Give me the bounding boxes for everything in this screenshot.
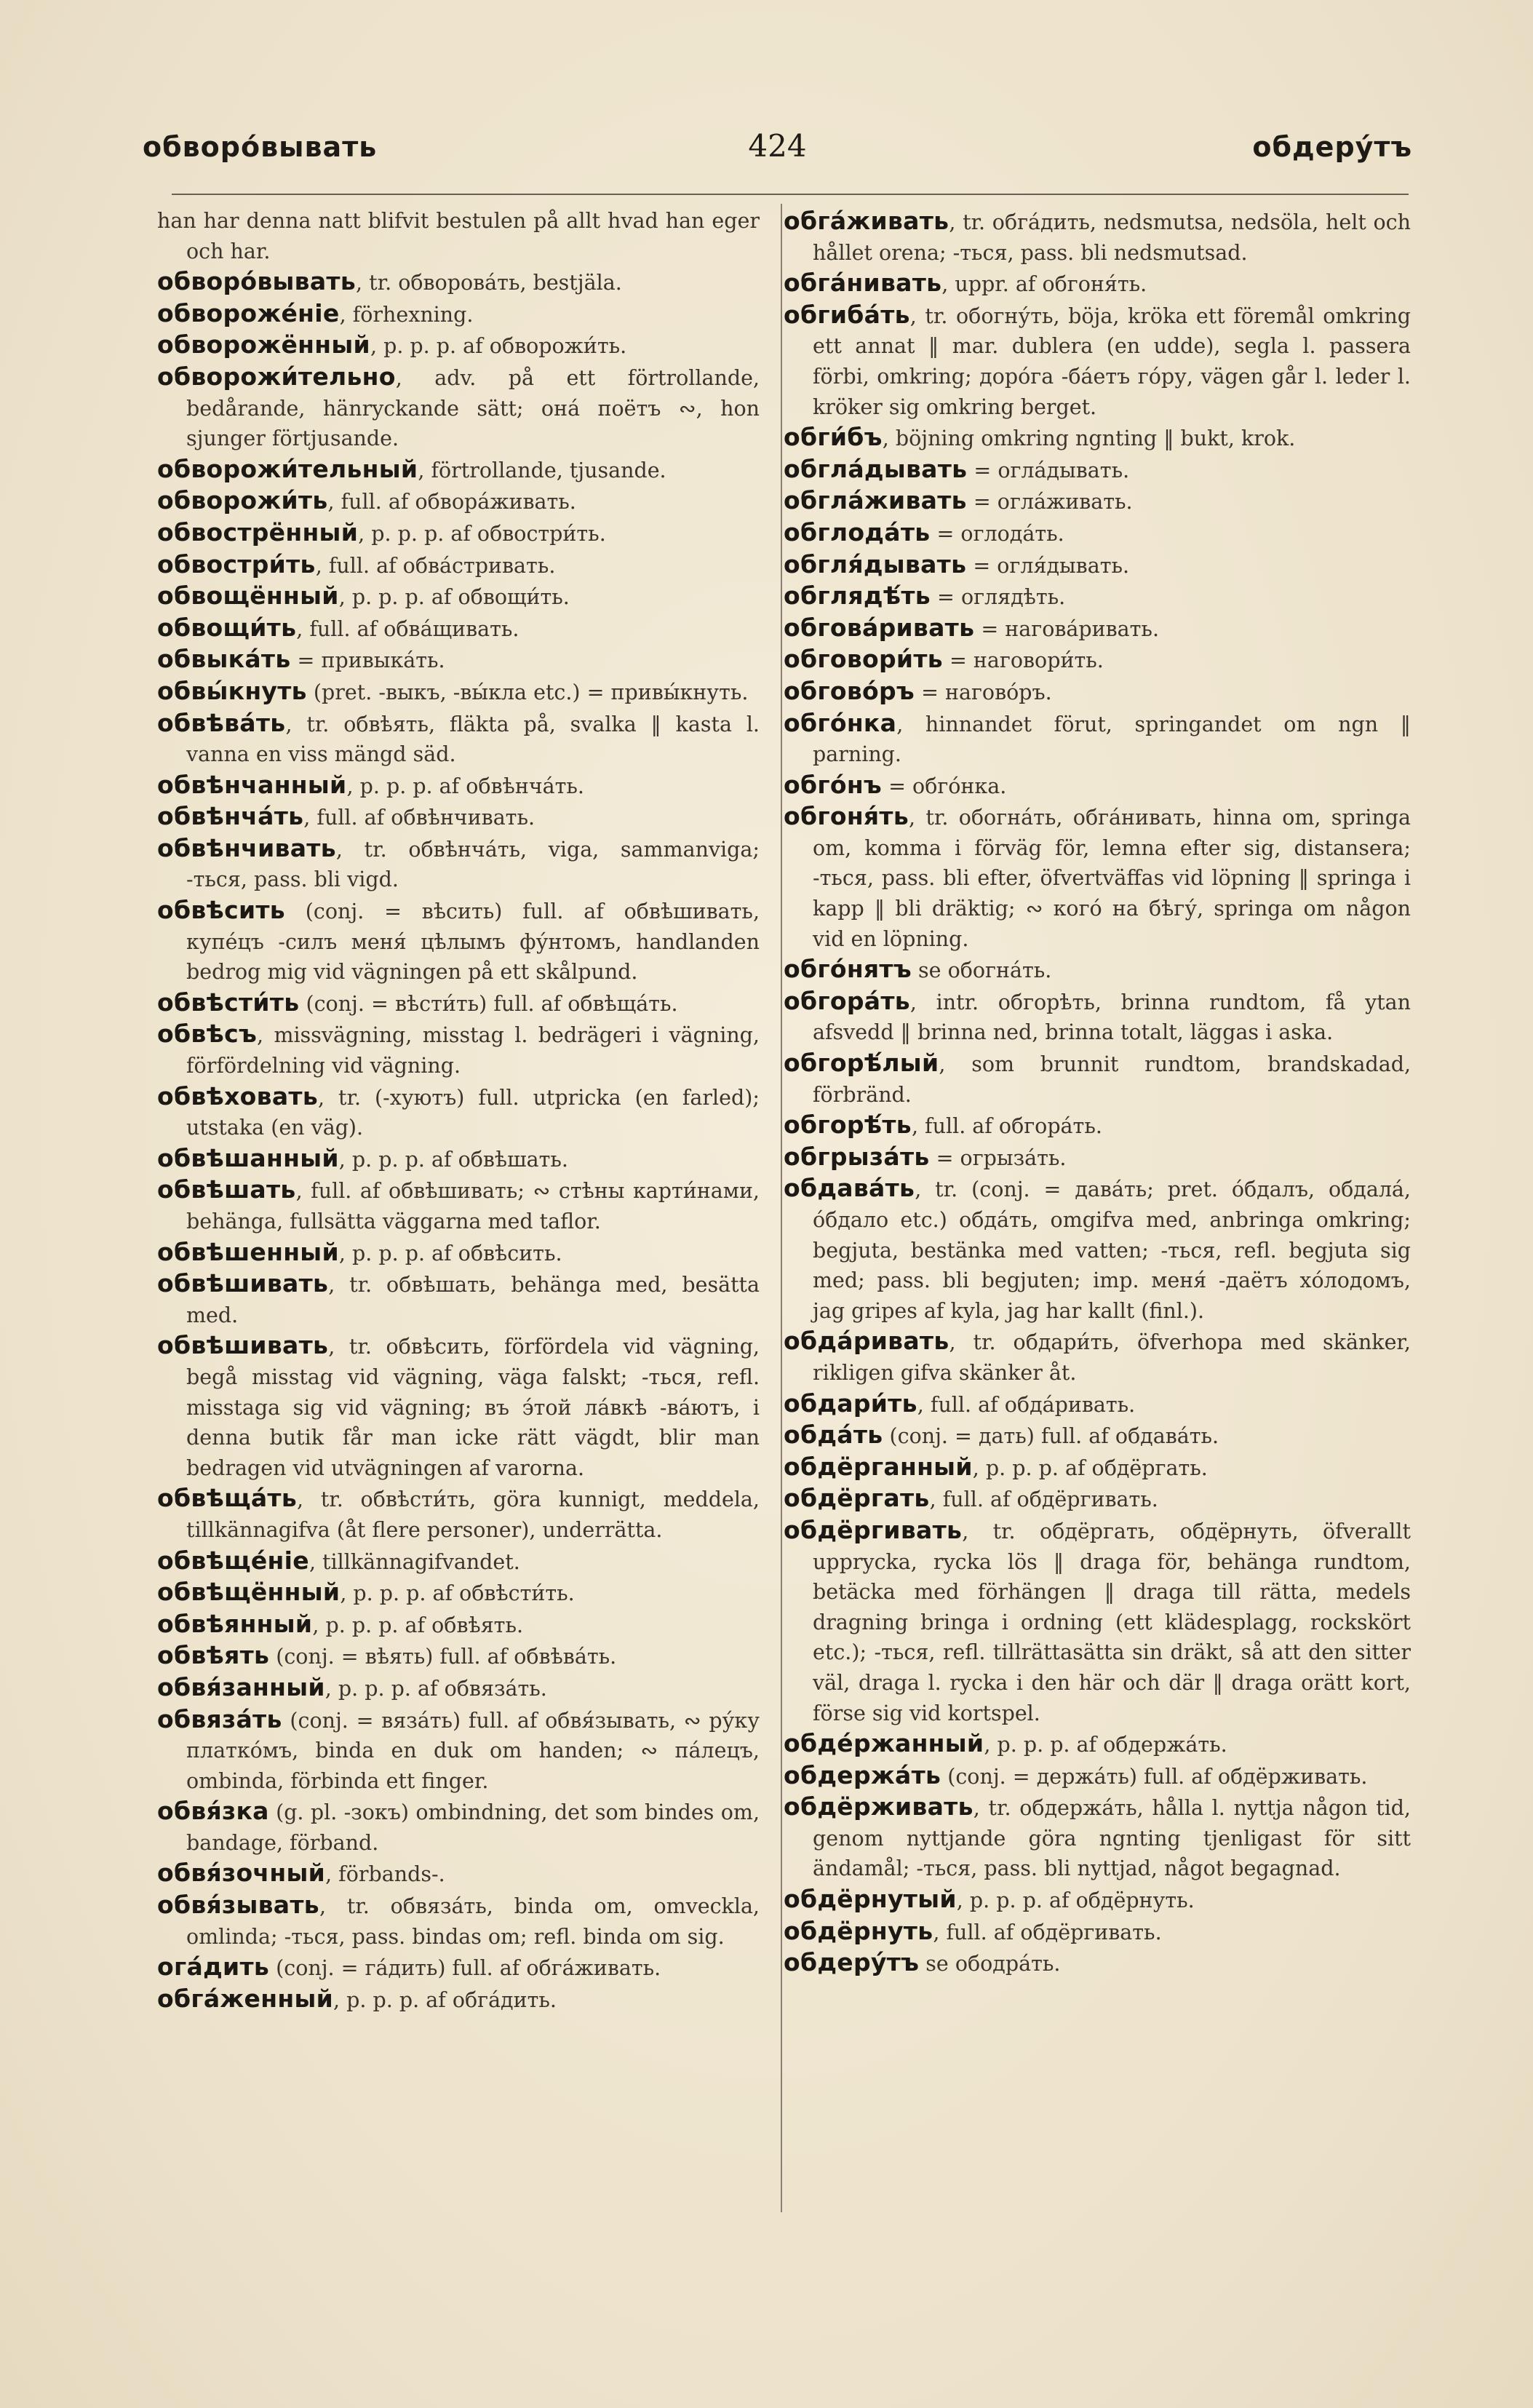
entry-headword: обвяза́ть — [157, 1704, 282, 1733]
dictionary-entry — [157, 1796, 760, 1858]
dictionary-entry — [157, 1858, 760, 1890]
header-right-guide-word: обдеру́тъ — [1252, 131, 1412, 163]
entry-definition: = оглядѣть. — [930, 585, 1066, 610]
entry-definition: (conj. = дать) full. af обдава́ть. — [883, 1424, 1219, 1449]
entry-headword: обгла́живать — [784, 486, 967, 515]
dictionary-entry — [784, 1173, 1411, 1326]
dictionary-entry — [784, 770, 1411, 802]
dictionary-entry — [157, 549, 760, 581]
entry-definition: , tr. обдёргать, обдёрнуть, öfverallt upprycka, rycka lös ‖ draga för, behänga rundtom, betäcka med förhängen ‖ draga till rätta, medels dragning bringa i ordning (ett klädesplagg, rockskört etc.); -ться, refl. tillrättasätta sin dräkt, så att den sitter väl, draga l. rycka i den här och där ‖ draga orätt kort, förse sig vid kortspel. — [813, 1519, 1411, 1725]
dictionary-entry — [784, 422, 1411, 454]
entry-headword: обвя́зочный — [157, 1859, 326, 1888]
dictionary-entry — [157, 613, 760, 645]
dictionary-entry — [784, 708, 1411, 770]
dictionary-entry — [157, 1237, 760, 1269]
dictionary-entry — [157, 1952, 760, 1984]
entry-headword: обда́ть — [784, 1420, 883, 1450]
entry-definition: (g. pl. -зокъ) ombindning, det som bindes om, bandage, förband. — [186, 1800, 760, 1855]
dictionary-entry — [784, 581, 1411, 613]
entry-headword: обглядѣ́ть — [784, 581, 931, 611]
dictionary-entry — [784, 954, 1411, 986]
entry-definition: (conj. = вѣсить) full. af обвѣшивать, купе́цъ -силъ меня́ цѣлымъ фу́нтомъ, handlanden bedrog mig vid vägningen på ett skålpund. — [186, 899, 760, 985]
dictionary-entry — [157, 1704, 760, 1797]
entry-definition: (conj. = вяза́ть) full. af обвя́зывать, ∾ ру́ку платко́мъ, binda en duk om handen; ∾ па́лецъ, ombinda, förbinda ett finger. — [186, 1708, 760, 1793]
entry-headword: обвыка́ть — [157, 645, 291, 674]
entry-headword: обговори́ть — [784, 645, 943, 674]
page-number: 424 — [748, 128, 807, 164]
entry-definition: (conj. = вѣсти́ть) full. af обвѣща́ть. — [299, 991, 678, 1016]
dictionary-entry — [157, 770, 760, 802]
dictionary-entry — [784, 1452, 1411, 1484]
entry-headword: обгля́дывать — [784, 549, 967, 579]
entry-definition: , full. af обдёргивать. — [933, 1920, 1162, 1944]
left-column — [157, 206, 760, 2015]
entry-definition: , full. af обдёргивать. — [929, 1487, 1158, 1512]
entry-headword: обго́нка — [784, 708, 897, 737]
entry-headword: обвѣшенный — [157, 1237, 339, 1266]
dictionary-entry — [157, 644, 760, 676]
entry-definition: , full. af обвора́живать. — [327, 490, 576, 514]
dictionary-entry — [784, 1884, 1411, 1916]
entry-definition: , som brunnit rundtom, brandskadad, förbränd. — [813, 1052, 1411, 1107]
entry-definition: = огрыза́ть. — [929, 1145, 1067, 1170]
dictionary-entry — [157, 206, 760, 266]
column-divider — [781, 204, 782, 2212]
entry-definition: , tr. (-хуютъ) full. utpricka (en farled); utstaka (en väg). — [186, 1085, 760, 1140]
entry-headword: обвѣсъ — [157, 1020, 258, 1049]
entry-headword: обдёргать — [784, 1484, 930, 1513]
entry-headword: обгорѣ́ть — [784, 1110, 912, 1140]
dictionary-entry — [157, 362, 760, 454]
entry-headword: обгла́дывать — [784, 454, 968, 483]
dictionary-entry — [157, 676, 760, 708]
dictionary-entry — [784, 1420, 1411, 1452]
entry-definition: , tr. обвѣсти́ть, göra kunnigt, meddela, tillkännagifva (åt flere personer), underrätta. — [186, 1487, 760, 1542]
dictionary-entry — [784, 549, 1411, 581]
dictionary-entry — [784, 454, 1411, 486]
dictionary-entry — [157, 330, 760, 362]
dictionary-entry — [784, 1792, 1411, 1884]
entry-definition: se ободра́ть. — [919, 1952, 1061, 1976]
entry-headword: обгова́ривать — [784, 613, 975, 642]
entry-definition: , full. af обва́щивать. — [296, 616, 519, 641]
entry-headword: обго́нъ — [784, 770, 883, 799]
dictionary-entry — [157, 1609, 760, 1641]
entry-headword: обвѣшивать — [157, 1331, 329, 1360]
entry-definition: = огла́дывать. — [967, 458, 1130, 482]
entry-headword: обда́ривать — [784, 1327, 949, 1356]
entry-definition: , p. p. p. af обвѣсти́ть. — [340, 1581, 575, 1606]
entry-headword: обвѣнчивать — [157, 833, 336, 862]
page-header — [143, 128, 1412, 182]
dictionary-entry — [157, 266, 760, 298]
entry-definition: , p. p. p. af обга́дить. — [333, 1987, 557, 2012]
entry-definition: , p. p. p. af обворожи́ть. — [370, 334, 627, 359]
dictionary-entry — [157, 1672, 760, 1704]
entry-headword: обворожи́ть — [157, 486, 328, 515]
entry-definition: (conj. = га́дить) full. af обга́живать. — [269, 1956, 661, 1981]
dictionary-entry — [784, 485, 1411, 517]
entry-definition: , p. p. p. af обвѣнча́ть. — [346, 774, 584, 798]
entry-definition: , tr. обвѣшать, behänga med, besätta med. — [186, 1273, 760, 1327]
dictionary-entry — [784, 1728, 1411, 1760]
entry-definition: (conj. = вѣять) full. af обвѣва́ть. — [269, 1645, 617, 1669]
dictionary-entry — [784, 300, 1411, 422]
dictionary-entry — [784, 613, 1411, 645]
entry-headword: обвѣсти́ть — [157, 988, 300, 1017]
entry-headword: обворожи́тельный — [157, 454, 418, 483]
entry-headword: обдава́ть — [784, 1174, 915, 1203]
dictionary-entry — [784, 268, 1411, 300]
entry-definition: , tr. обвѣять, fläkta på, svalka ‖ kasta l. vanna en viss mängd säd. — [186, 712, 760, 767]
entry-headword: обвѣнчанный — [157, 770, 347, 799]
entry-definition: = нагова́ривать. — [974, 616, 1160, 641]
dictionary-entry — [157, 801, 760, 833]
entry-definition: han har denna natt blifvit bestulen på allt hvad han eger och har. — [157, 209, 760, 263]
dictionary-entry — [157, 1890, 760, 1952]
entry-definition: , tr. обвяза́ть, binda om, omveckla, omlinda; -ться, pass. bindas om; refl. binda om sig. — [186, 1894, 760, 1949]
entry-definition: , missvägning, misstag l. bedrägeri i vägning, förfördelning vid vägning. — [186, 1023, 760, 1078]
entry-definition: , tr. обогна́ть, обга́нивать, hinna om, springa om, komma i förväg för, lemna efter sig, distansera; -ться, pass. bli efter, öfvertväffas vid löpning ‖ springa i kapp ‖ bli dräktig; ∾ кого́ на бѣгу́, springa om någon vid en löpning. — [813, 806, 1411, 951]
dictionary-entry — [157, 1175, 760, 1236]
dictionary-entry — [784, 1142, 1411, 1174]
entry-headword: обдёрнутый — [784, 1885, 957, 1914]
entry-definition: , förbands-. — [325, 1862, 445, 1887]
dictionary-entry — [784, 1515, 1411, 1728]
entry-definition: , uppr. af обгоня́ть. — [941, 272, 1147, 297]
entry-definition: = наговори́ть. — [942, 648, 1104, 673]
entry-headword: обвострённый — [157, 517, 359, 547]
entry-headword: обвостри́ть — [157, 549, 316, 579]
entry-headword: обвѣянный — [157, 1609, 313, 1638]
entry-definition: , p. p. p. af обдержа́ть. — [984, 1733, 1227, 1757]
entry-definition: , p. p. p. af обвостри́ть. — [358, 521, 606, 546]
dictionary-entry — [784, 1760, 1411, 1792]
entry-definition: , förhexning. — [339, 302, 474, 327]
dictionary-entry — [784, 1110, 1411, 1142]
dictionary-entry — [784, 206, 1411, 268]
entry-headword: обвѣщённый — [157, 1578, 341, 1607]
entry-definition: , tr. (conj. = дава́ть; pret. о́бдалъ, обдала́, о́бдало etc.) обда́ть, omgifva med, anbringa omkring; begjuta, bestänka med vatten; -ться, refl. begjuta sig med; pass. bli begjuten; imp. меня́ -даётъ хо́лодомъ, jag gripes af kyla, jag har kallt (finl.). — [813, 1177, 1411, 1323]
entry-definition: = нагово́ръ. — [915, 680, 1052, 704]
entry-definition: , tillkännagifvandet. — [308, 1549, 520, 1574]
entry-definition: = привыка́ть. — [290, 648, 445, 673]
dictionary-entry — [157, 833, 760, 895]
entry-headword: обдеру́тъ — [784, 1948, 920, 1977]
entry-headword: обга́женный — [157, 1984, 334, 2013]
entry-headword: обворожи́тельно — [157, 362, 396, 391]
entry-headword: обвѣховать — [157, 1081, 318, 1110]
entry-headword: обгиба́ть — [784, 300, 910, 329]
entry-headword: обворо́вывать — [157, 267, 357, 296]
entry-headword: обвѣшать — [157, 1175, 296, 1204]
entry-headword: обвощённый — [157, 581, 339, 611]
entry-headword: обгово́ръ — [784, 676, 915, 705]
dictionary-entry — [157, 1640, 760, 1672]
entry-definition: , tr. обдержа́ть, hålla l. nyttja någon tid, genom nyttjande göra ngnting tjenligast för sitt ändamål; -ться, pass. bli nyttjad, något begagnad. — [813, 1796, 1411, 1881]
entry-definition: , full. af обва́стривать. — [315, 553, 556, 578]
entry-headword: обвѣщéніе — [157, 1546, 309, 1575]
right-column — [784, 206, 1411, 1979]
entry-definition: = огля́дывать. — [966, 553, 1130, 578]
dictionary-entry — [157, 581, 760, 613]
dictionary-entry — [157, 1577, 760, 1609]
entry-definition: = огла́живать. — [966, 490, 1133, 514]
entry-headword: обгрыза́ть — [784, 1142, 930, 1171]
entry-definition: , adv. på ett förtrollande, bedårande, hänryckande sätt; она́ поётъ ∾, hon sjunger förtjusande. — [186, 365, 760, 451]
dictionary-entry — [784, 1326, 1411, 1388]
entry-headword: обвѣсить — [157, 896, 285, 925]
entry-definition: , p. p. p. af обвѣшать. — [338, 1147, 568, 1172]
entry-headword: обвѣща́ть — [157, 1484, 298, 1513]
entry-headword: обвя́зывать — [157, 1891, 319, 1920]
entry-definition: , intr. обгорѣть, brinna rundtom, få ytan afsvedd ‖ brinna ned, brinna totalt, läggas i aska. — [813, 990, 1411, 1045]
dictionary-entry — [157, 1143, 760, 1175]
entry-headword: обворожéніе — [157, 298, 340, 327]
dictionary-entry — [157, 1268, 760, 1330]
entry-definition: , full. af обвѣшивать; ∾ стѣны карти́нами, behänga, fullsätta väggarna med taflor. — [186, 1179, 760, 1233]
entry-headword: обдержа́ть — [784, 1760, 941, 1789]
dictionary-entry — [157, 485, 760, 517]
entry-definition: , full. af обда́ривать. — [917, 1392, 1136, 1417]
entry-definition: = оглода́ть. — [930, 521, 1064, 546]
entry-headword: обгоня́ть — [784, 802, 909, 831]
dictionary-entry — [157, 1984, 760, 2016]
entry-definition: , tr. обга́дить, nedsmutsa, nedsöla, helt och hållet orena; -ться, pass. bli nedsmutsad. — [813, 210, 1411, 265]
entry-definition: , tr. обогну́ть, böja, kröka ett föremål omkring ett annat ‖ mar. dublera (en udde), segla l. passera förbi, omkring; доро́га -ба́етъ го́ру, vägen går l. leder l. kröker sig omkring berget. — [813, 303, 1411, 419]
dictionary-entry — [784, 1048, 1411, 1110]
entry-definition: , tr. обворова́ть, bestjäla. — [356, 271, 622, 295]
dictionary-entry — [157, 1019, 760, 1081]
dictionary-entry — [784, 676, 1411, 708]
entry-definition: , p. p. p. af обвѣсить. — [338, 1241, 562, 1265]
entry-definition: , förtrollande, tjusande. — [418, 458, 666, 482]
entry-headword: обвя́зка — [157, 1797, 269, 1826]
entry-headword: обдёрживать — [784, 1792, 973, 1821]
entry-definition: (conj. = держа́ть) full. af обдёрживать. — [941, 1764, 1368, 1789]
dictionary-entry — [157, 1081, 760, 1143]
entry-headword: обдари́ть — [784, 1388, 917, 1418]
entry-definition: , böjning omkring ngnting ‖ bukt, krok. — [882, 426, 1296, 451]
entry-definition: , tr. обвѣнча́ть, viga, sammanviga; -ться, pass. bli vigd. — [186, 837, 760, 892]
dictionary-entry — [784, 986, 1411, 1048]
entry-headword: обвѣнча́ть — [157, 802, 304, 831]
dictionary-entry — [784, 1388, 1411, 1420]
entry-headword: обворожённый — [157, 330, 370, 359]
entry-headword: обвѣшанный — [157, 1143, 339, 1172]
entry-headword: обвощи́ть — [157, 613, 297, 642]
entry-definition: , hinnandet förut, springandet om ngn ‖ parning. — [813, 712, 1411, 767]
entry-definition: , p. p. p. af обвощи́ть. — [338, 585, 570, 610]
entry-headword: обгора́ть — [784, 986, 910, 1015]
entry-definition: , p. p. p. af обвѣять. — [312, 1613, 524, 1637]
entry-definition: , full. af обгора́ть. — [911, 1114, 1102, 1139]
header-left-guide-word: обворо́вывать — [143, 131, 378, 163]
entry-headword: обго́нятъ — [784, 955, 912, 984]
dictionary-entry — [157, 1546, 760, 1578]
dictionary-entry — [784, 517, 1411, 549]
entry-definition: (pret. -выкъ, -вы́кла etc.) = привы́кнуть. — [306, 680, 749, 704]
entry-headword: обглода́ть — [784, 517, 931, 547]
dictionary-entry — [157, 1483, 760, 1545]
entry-headword: обвя́занный — [157, 1672, 325, 1701]
entry-headword: обвы́кнуть — [157, 676, 307, 705]
entry-headword: обгорѣ́лый — [784, 1049, 939, 1078]
dictionary-entry — [157, 517, 760, 549]
entry-definition: = обго́нка. — [882, 774, 1007, 798]
dictionary-entry — [157, 895, 760, 988]
dictionary-entry — [157, 988, 760, 1020]
entry-headword: обга́нивать — [784, 269, 942, 298]
header-rule — [172, 194, 1409, 195]
dictionary-entry — [157, 298, 760, 330]
entry-headword: обги́бъ — [784, 423, 883, 452]
entry-headword: обвѣва́ть — [157, 708, 286, 737]
entry-definition: , p. p. p. af обвяза́ть. — [324, 1676, 547, 1701]
dictionary-entry — [784, 644, 1411, 676]
entry-headword: огáдить — [157, 1952, 270, 1982]
dictionary-entry — [157, 708, 760, 770]
dictionary-entry — [784, 801, 1411, 954]
entry-headword: обдёргивать — [784, 1515, 963, 1544]
entry-headword: обга́живать — [784, 207, 949, 235]
entry-headword: обде́ржанный — [784, 1729, 984, 1758]
entry-definition: , tr. обвѣсить, förfördela vid vägning, begå misstag vid vägning, väga falskt; -ться, refl. misstaga sig vid vägning; въ э́той ла́вкѣ -ва́ютъ, i denna butik får man icke rätt vägdt, blir man bedragen vid utvägningen af varorna. — [186, 1335, 760, 1480]
dictionary-entry — [157, 454, 760, 486]
entry-headword: обвѣшивать — [157, 1269, 329, 1298]
entry-headword: обдёрганный — [784, 1452, 973, 1481]
entry-definition: , full. af обвѣнчивать. — [303, 806, 535, 830]
dictionary-entry — [157, 1330, 760, 1483]
entry-definition: , p. p. p. af обдёргать. — [972, 1455, 1208, 1480]
entry-headword: обдёрнуть — [784, 1916, 933, 1945]
dictionary-entry — [784, 1916, 1411, 1948]
dictionary-entry — [784, 1483, 1411, 1515]
entry-headword: обвѣять — [157, 1641, 270, 1670]
entry-definition: , p. p. p. af обдёрнуть. — [956, 1888, 1195, 1913]
entry-definition: se обогна́ть. — [911, 958, 1052, 983]
entry-definition: , tr. обдари́ть, öfverhopa med skänker, rikligen gifva skänker åt. — [813, 1330, 1411, 1385]
dictionary-entry — [784, 1947, 1411, 1979]
